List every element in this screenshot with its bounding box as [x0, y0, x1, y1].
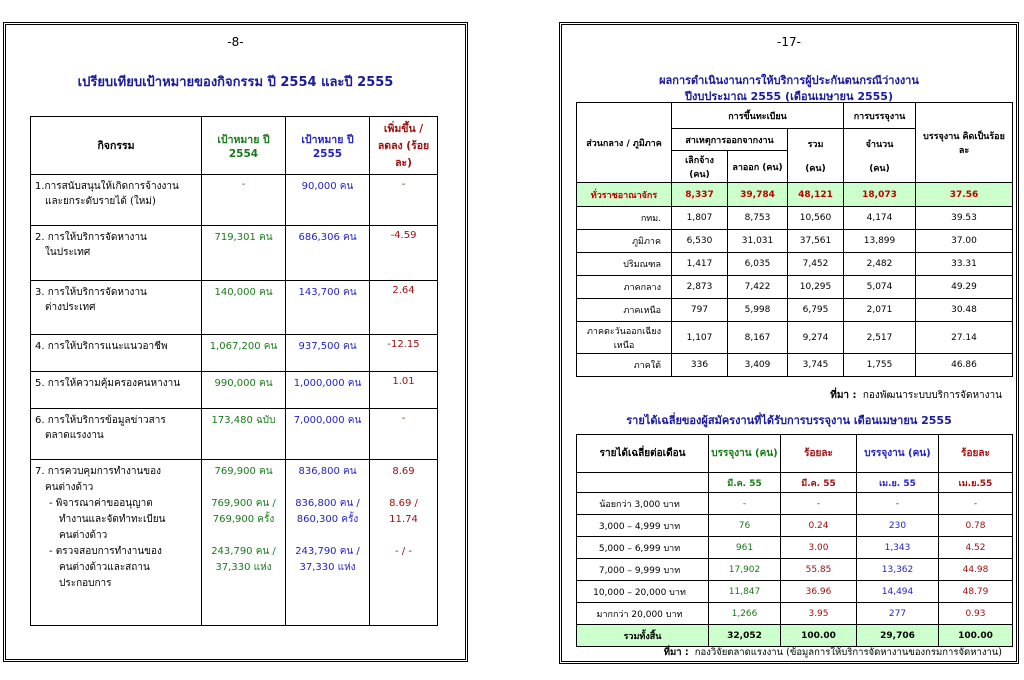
target-2555: 143,700 คน [286, 281, 370, 335]
target-2554: 719,301 คน [202, 226, 286, 281]
placed-apr: 13,362 [857, 559, 939, 581]
placed-mar: - [709, 493, 781, 515]
income-range: น้อยกว่า 3,000 บาท [577, 493, 709, 515]
resigned: 31,031 [728, 230, 788, 253]
table-row [577, 354, 1013, 377]
placed: 2,071 [844, 299, 916, 322]
table-row [31, 460, 438, 626]
activity-name: 4. การให้บริการแนะแนวอาชีพ [35, 341, 168, 352]
table-row-total [577, 183, 1013, 207]
total: 9,274 [788, 322, 844, 354]
activity-line: คนต่างด้าว [45, 482, 94, 493]
header-placement: การบรรจุงาน [844, 103, 916, 129]
header-income: รายได้เฉลี่ยต่อเดือน [577, 435, 709, 473]
region: ปริมณฑล [577, 253, 672, 276]
activity-name: 5. การให้ความคุ้มครองคนหางาน [35, 378, 181, 389]
page-17 [559, 22, 1019, 664]
table-row [31, 372, 438, 409]
target-2554: 140,000 คน [202, 281, 286, 335]
placed-apr: 230 [857, 515, 939, 537]
target-2555: 1,000,000 คน [286, 372, 370, 409]
pct-mar: - [781, 493, 857, 515]
header-pct-apr: ร้อยละ [939, 435, 1013, 473]
placed-mar: 76 [709, 515, 781, 537]
header-activity: กิจกรรม [31, 117, 202, 175]
source-note-2 [664, 645, 1002, 660]
total: 10,295 [788, 276, 844, 299]
pct-apr: 0.93 [939, 603, 1013, 625]
target-2555-line: 243,790 คน / [295, 546, 360, 557]
table-row [577, 581, 1013, 603]
percent: 33.31 [916, 253, 1013, 276]
placed: 13,899 [844, 230, 916, 253]
source-label: ที่มา : [663, 647, 689, 658]
change: - [370, 175, 438, 226]
target-2555: 90,000 คน [286, 175, 370, 226]
change-line: 8.69 [392, 466, 415, 477]
target-2555-line: 860,300 ครั้ง [296, 514, 359, 525]
page-number: -17- [777, 35, 801, 49]
page-8 [3, 22, 468, 662]
pct-mar: 3.00 [781, 537, 857, 559]
percent: 37.56 [916, 183, 1013, 207]
table-row [31, 335, 438, 372]
placed: 5,074 [844, 276, 916, 299]
placed-mar: 961 [709, 537, 781, 559]
placed-mar: 32,052 [709, 625, 781, 647]
region: ทั่วราชอาณาจักร [577, 183, 672, 207]
page-title: เปรียบเทียบเป้าหมายของกิจกรรม ปี 2554 และปี 2555 [77, 75, 394, 90]
total: 3,745 [788, 354, 844, 377]
activity-line: ทำงานและจัดทำทะเบียน [59, 514, 166, 525]
activity-name: 6. การให้บริการข้อมูลข่าวสาร [35, 415, 166, 426]
pct-apr: 44.98 [939, 559, 1013, 581]
placed-apr: 277 [857, 603, 939, 625]
page-title-line1: ผลการดำเนินงานการให้บริการผู้ประกันตนกรณีว่างงาน [659, 74, 919, 87]
activity-line: - พิจารณาค่าขออนุญาต [49, 498, 153, 509]
percent: 49.29 [916, 276, 1013, 299]
activity-line: คนต่างด้าวและสถาน [59, 562, 150, 573]
region: ภูมิภาค [577, 230, 672, 253]
target-2554-line: 37,330 แห่ง [215, 562, 272, 573]
table-row [577, 230, 1013, 253]
table-row [31, 281, 438, 335]
fired: 1,807 [672, 207, 728, 230]
table-row [577, 299, 1013, 322]
header-placed-mar: บรรจุงาน (คน) [709, 435, 781, 473]
pct-mar: 3.95 [781, 603, 857, 625]
pct-apr: 100.00 [939, 625, 1013, 647]
income-range: มากกว่า 20,000 บาท [577, 603, 709, 625]
page-title-line2: ปีงบประมาณ 2555 (เดือนเมษายน 2555) [685, 90, 893, 103]
total: 7,452 [788, 253, 844, 276]
change: 2.64 [370, 281, 438, 335]
header-total: รวม [807, 139, 824, 150]
change: 1.01 [370, 372, 438, 409]
income-range: 3,000 – 4,999 บาท [577, 515, 709, 537]
activity-name-cont: ตลาดแรงงาน [45, 430, 104, 441]
placed-apr: 29,706 [857, 625, 939, 647]
change-line: 11.74 [389, 514, 418, 525]
header-change: เพิ่มขึ้น / ลดลง (ร้อยละ) [370, 117, 438, 175]
change-line: - / - [395, 546, 412, 557]
placed: 18,073 [844, 183, 916, 207]
table-row [577, 515, 1013, 537]
activity-name-cont: ในประเทศ [45, 247, 91, 258]
header-pct-mar: ร้อยละ [781, 435, 857, 473]
percent: 39.53 [916, 207, 1013, 230]
header-fired: เลิกจ้าง (คน) [672, 151, 728, 183]
header-amount: จำนวน [865, 139, 894, 150]
resigned: 5,998 [728, 299, 788, 322]
total: 37,561 [788, 230, 844, 253]
fired: 797 [672, 299, 728, 322]
page-number: -8- [227, 35, 244, 49]
income-table [576, 434, 1013, 647]
change: - [370, 409, 438, 460]
region: กทม. [577, 207, 672, 230]
activity-name-cont: และยกระดับรายได้ (ใหม่) [45, 196, 156, 207]
income-range: 10,000 – 20,000 บาท [577, 581, 709, 603]
month-apr: เม.ย. 55 [857, 473, 939, 493]
region: ภาคตะวันออกเฉียงเหนือ [577, 322, 672, 354]
resigned: 7,422 [728, 276, 788, 299]
header-region: ส่วนกลาง / ภูมิภาค [577, 103, 672, 183]
activity-name-cont: ต่างประเทศ [45, 302, 96, 313]
income-total-label: รวมทั้งสิ้น [577, 625, 709, 647]
placed-mar: 11,847 [709, 581, 781, 603]
header-placed-apr: บรรจุงาน (คน) [857, 435, 939, 473]
target-2554-line: 769,900 คน [214, 466, 273, 477]
percent: 37.00 [916, 230, 1013, 253]
activity-line: ประกอบการ [59, 578, 112, 589]
pct-mar: 100.00 [781, 625, 857, 647]
placed: 2,482 [844, 253, 916, 276]
fired: 2,873 [672, 276, 728, 299]
total: 10,560 [788, 207, 844, 230]
month-apr-pct: เม.ย.55 [939, 473, 1013, 493]
source-note-1 [830, 388, 1002, 403]
month-mar-pct: มี.ค. 55 [781, 473, 857, 493]
source-text: กองวิจัยตลาดแรงงาน (ข้อมูลการให้บริการจัดหางานของกรมการจัดหางาน) [694, 647, 1002, 658]
table-row [577, 603, 1013, 625]
target-2554: 990,000 คน [202, 372, 286, 409]
table-row [577, 537, 1013, 559]
income-range: 7,000 – 9,999 บาท [577, 559, 709, 581]
pct-apr: 4.52 [939, 537, 1013, 559]
resigned: 3,409 [728, 354, 788, 377]
placed: 1,755 [844, 354, 916, 377]
resigned: 39,784 [728, 183, 788, 207]
target-2555: 7,000,000 คน [286, 409, 370, 460]
fired: 336 [672, 354, 728, 377]
header-cause: สาเหตุการออกจากงาน [672, 129, 788, 151]
activity-name: 1.การสนับสนุนให้เกิดการจ้างงาน [35, 181, 179, 192]
activity-target-table [30, 116, 438, 626]
table-row [577, 207, 1013, 230]
placed: 2,517 [844, 322, 916, 354]
table-row [577, 276, 1013, 299]
month-mar: มี.ค. 55 [709, 473, 781, 493]
placed-apr: 14,494 [857, 581, 939, 603]
percent: 30.48 [916, 299, 1013, 322]
total: 48,121 [788, 183, 844, 207]
table-row [577, 559, 1013, 581]
source-label: ที่มา : [830, 390, 857, 401]
placed-mar: 1,266 [709, 603, 781, 625]
activity-line: - ตรวจสอบการทำงานของ [49, 546, 162, 557]
total: 6,795 [788, 299, 844, 322]
header-registered: การขึ้นทะเบียน [672, 103, 844, 129]
fired: 8,337 [672, 183, 728, 207]
target-2555-line: 37,330 แห่ง [299, 562, 356, 573]
header-target-2554: เป้าหมาย ปี 2554 [202, 117, 286, 175]
pct-apr: 48.79 [939, 581, 1013, 603]
header-target-2555: เป้าหมาย ปี 2555 [286, 117, 370, 175]
placed-apr: - [857, 493, 939, 515]
percent: 46.86 [916, 354, 1013, 377]
header-total-unit: (คน) [805, 163, 826, 174]
target-2554-line: 243,790 คน / [211, 546, 276, 557]
placed-apr: 1,343 [857, 537, 939, 559]
target-2555-line: 836,800 คน / [295, 498, 360, 509]
table-row [31, 175, 438, 226]
table-row [31, 409, 438, 460]
region: ภาคใต้ [577, 354, 672, 377]
pct-mar: 55.85 [781, 559, 857, 581]
target-2555-line: 836,800 คน [298, 466, 357, 477]
target-2554: 1,067,200 คน [202, 335, 286, 372]
target-2554: - [202, 175, 286, 226]
target-2554-line: 769,900 ครั้ง [212, 514, 275, 525]
resigned: 8,167 [728, 322, 788, 354]
table-row-total [577, 625, 1013, 647]
table-row [31, 226, 438, 281]
target-2555: 686,306 คน [286, 226, 370, 281]
change: -4.59 [370, 226, 438, 281]
income-table-title: รายได้เฉลี่ยของผู้สมัครงานที่ได้รับการบรรจุงาน เดือนเมษายน 2555 [626, 414, 952, 427]
pct-mar: 0.24 [781, 515, 857, 537]
pct-apr: 0.78 [939, 515, 1013, 537]
fired: 1,107 [672, 322, 728, 354]
table-row [577, 253, 1013, 276]
activity-line: 7. การควบคุมการทำงานของ [35, 466, 162, 477]
fired: 6,530 [672, 230, 728, 253]
resigned: 6,035 [728, 253, 788, 276]
activity-line: คนต่างด้าว [59, 530, 108, 541]
unemployment-service-table [576, 102, 1013, 377]
region: ภาคเหนือ [577, 299, 672, 322]
income-range: 5,000 – 6,999 บาท [577, 537, 709, 559]
pct-apr: - [939, 493, 1013, 515]
region: ภาคกลาง [577, 276, 672, 299]
placed-mar: 17,902 [709, 559, 781, 581]
target-2554: 173,480 ฉบับ [202, 409, 286, 460]
target-2554-line: 769,900 คน / [211, 498, 276, 509]
activity-name: 2. การให้บริการจัดหางาน [35, 232, 147, 243]
percent: 27.14 [916, 322, 1013, 354]
table-row [577, 322, 1013, 354]
source-text: กองพัฒนาระบบบริการจัดหางาน [862, 390, 1002, 401]
table-row [577, 493, 1013, 515]
header-percent: บรรจุงาน คิดเป็นร้อยละ [916, 103, 1013, 183]
change: -12.15 [370, 335, 438, 372]
pct-mar: 36.96 [781, 581, 857, 603]
activity-name: 3. การให้บริการจัดหางาน [35, 287, 147, 298]
header-resigned: ลาออก (คน) [728, 151, 788, 183]
placed: 4,174 [844, 207, 916, 230]
change-line: 8.69 / [389, 498, 418, 509]
resigned: 8,753 [728, 207, 788, 230]
target-2555: 937,500 คน [286, 335, 370, 372]
fired: 1,417 [672, 253, 728, 276]
header-amount-unit: (คน) [869, 163, 890, 174]
